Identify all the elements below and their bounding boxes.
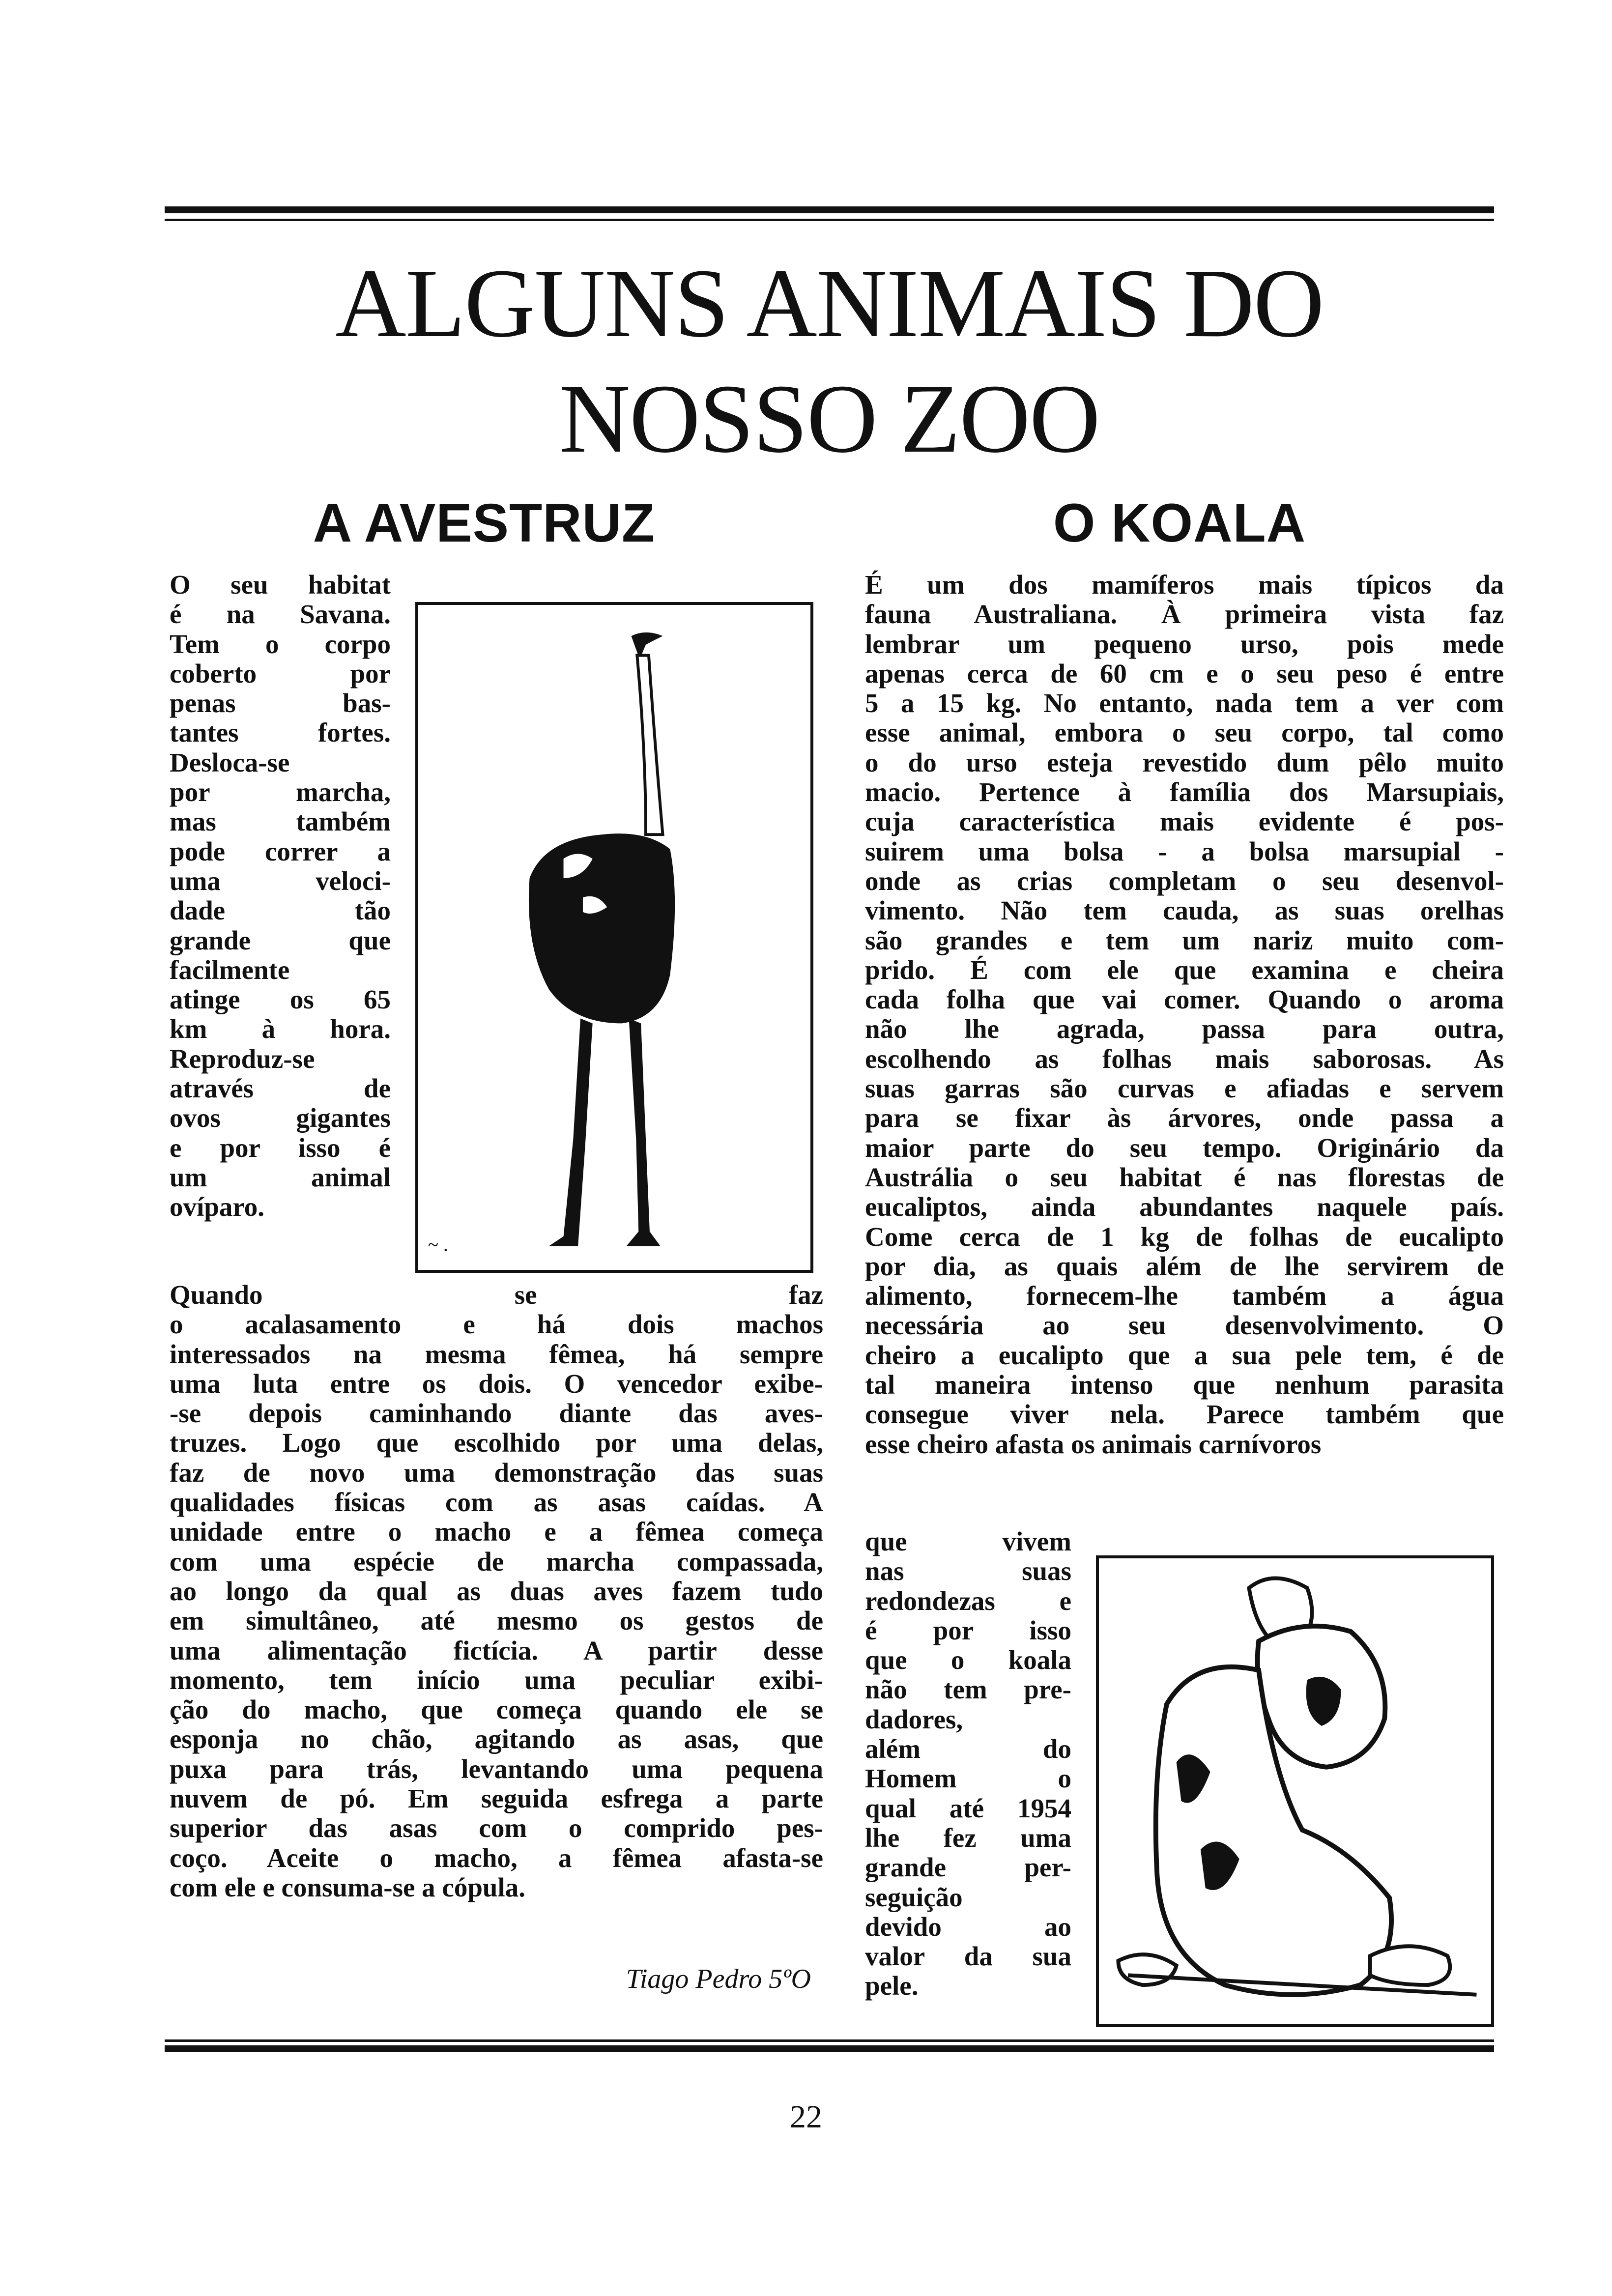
text-line: cada folha que vai comer. Quando o aroma (865, 984, 1504, 1015)
text-line: o do urso esteja revestido dum pêlo muito (865, 747, 1504, 777)
text-line: pele. (865, 1971, 919, 2001)
text-line: ção do macho, que começa quando ele se (170, 1694, 823, 1725)
text-line: através de (170, 1073, 391, 1104)
text-line: fauna Australiana. À primeira vista faz (865, 599, 1504, 630)
text-line: prido. É com ele que examina e cheira (865, 954, 1504, 985)
text-line: faz de novo uma demonstração das suas (170, 1457, 823, 1488)
text-line: ovos gigantes (170, 1103, 391, 1133)
text-line: nas suas (865, 1556, 1071, 1586)
text-line: esse animal, embora o seu corpo, tal como (865, 718, 1504, 748)
text-line: dadores, (865, 1704, 963, 1734)
text-line: lembrar um pequeno urso, pois mede (865, 629, 1504, 659)
title-line-1: ALGUNS ANIMAIS DO (335, 249, 1324, 358)
text-line: interessados na mesma fêmea, há sempre (170, 1339, 823, 1369)
text-line: consegue viver nela. Parece também que (865, 1399, 1504, 1430)
text-line: e por isso é (170, 1132, 391, 1163)
text-line: para se fixar às árvores, onde passa a (865, 1103, 1504, 1133)
text-line: uma luta entre os dois. O vencedor exibe- (170, 1368, 823, 1399)
text-line: truzes. Logo que escolhido por uma delas, (170, 1428, 823, 1458)
text-line: o acalasamento e há dois machos (170, 1309, 823, 1340)
text-line: momento, tem início uma peculiar exibi- (170, 1665, 823, 1695)
text-line: penas bas- (170, 688, 391, 718)
text-line: pode correr a (170, 836, 391, 866)
text-line: Quando se faz (170, 1280, 823, 1310)
bottom-rule-thin (165, 2039, 1494, 2042)
text-line: escolhendo as folhas mais saborosas. As (865, 1043, 1504, 1074)
text-line: que vivem (865, 1526, 1071, 1556)
text-line: Tem o corpo (170, 629, 391, 659)
text-line: é por isso (865, 1615, 1071, 1645)
text-line: seguição (865, 1882, 963, 1912)
text-line: cheiro a eucalipto que a sua pele tem, é de (865, 1340, 1504, 1370)
text-line: grande per- (865, 1852, 1071, 1883)
text-line: redondezas e (865, 1585, 1071, 1616)
text-line: não lhe agrada, passa para outra, (865, 1014, 1504, 1044)
text-line: necessária ao seu desenvolvimento. O (865, 1310, 1504, 1341)
text-line: além do (865, 1734, 1071, 1764)
svg-text:~ .: ~ . (428, 1234, 448, 1256)
koala-text-wide (865, 570, 1504, 1459)
page-number: 22 (790, 2099, 822, 2135)
top-rule-thick (165, 206, 1494, 213)
text-line: apenas cerca de 60 cm e o seu peso é entre (865, 658, 1504, 689)
text-line: alimento, fornecem-lhe também a água (865, 1281, 1504, 1311)
koala-text-narrow (865, 1527, 1071, 2001)
text-line: macio. Pertence à família dos Marsupiais, (865, 777, 1504, 807)
koala-illustration-frame (1096, 1555, 1494, 2027)
text-line: Austrália o seu habitat é nas florestas de (865, 1162, 1504, 1192)
ostrich-illustration-frame (415, 602, 813, 1273)
text-line: onde as crias completam o seu desenvol- (865, 865, 1504, 896)
text-line: com uma espécie de marcha compassada, (170, 1546, 823, 1577)
text-line: É um dos mamíferos mais típicos da (865, 570, 1504, 600)
text-line: tal maneira intenso que nenhum parasita (865, 1370, 1504, 1400)
text-line: Homem o (865, 1763, 1071, 1794)
text-line: O seu habitat (170, 570, 391, 600)
text-line: unidade entre o macho e a fêmea começa (170, 1517, 823, 1547)
text-line: uma veloci- (170, 865, 391, 896)
text-line: coço. Aceite o macho, a fêmea afasta-se (170, 1842, 823, 1873)
text-line: que o koala (865, 1645, 1071, 1675)
text-line: tantes fortes. (170, 718, 391, 748)
text-line: ovíparo. (170, 1192, 265, 1222)
page-title (165, 246, 1494, 477)
text-line: -se depois caminhando diante das aves- (170, 1398, 823, 1429)
text-line: superior das asas com o comprido pes- (170, 1813, 823, 1843)
ostrich-illustration (418, 605, 810, 1270)
text-line: uma alimentação fictícia. A partir desse (170, 1635, 823, 1665)
ostrich-heading: A AVESTRUZ (313, 493, 656, 553)
ostrich-text-narrow (170, 570, 391, 1222)
text-line: Come cerca de 1 kg de folhas de eucalipto (865, 1221, 1504, 1252)
text-line: 5 a 15 kg. No entanto, nada tem a ver com (865, 688, 1504, 718)
koala-heading: O KOALA (1053, 493, 1306, 553)
ostrich-text-wide (170, 1280, 823, 1902)
koala-illustration (1099, 1558, 1491, 2024)
text-line: qualidades físicas com as asas caídas. A (170, 1487, 823, 1518)
text-line: por marcha, (170, 777, 391, 807)
text-line: maior parte do seu tempo. Originário da (865, 1132, 1504, 1163)
text-line: dade tão (170, 895, 391, 926)
text-line: puxa para trás, levantando uma pequena (170, 1753, 823, 1784)
text-line: não tem pre- (865, 1674, 1071, 1705)
title-line-2: NOSSO ZOO (559, 365, 1099, 473)
text-line: Desloca-se (170, 747, 290, 777)
text-line: vimento. Não tem cauda, as suas orelhas (865, 895, 1504, 926)
author-signature: Tiago Pedro 5ºO (626, 1964, 811, 1994)
text-line: coberto por (170, 658, 391, 689)
text-line: são grandes e tem um nariz muito com- (865, 925, 1504, 955)
text-line: suas garras são curvas e afiadas e servem (865, 1073, 1504, 1104)
text-line: grande que (170, 925, 391, 955)
text-line: valor da sua (865, 1941, 1071, 1972)
text-line: suirem uma bolsa - a bolsa marsupial - (865, 836, 1504, 866)
text-line: um animal (170, 1162, 391, 1192)
text-line: km à hora. (170, 1014, 391, 1044)
top-rule-thin (165, 219, 1494, 221)
text-line: qual até 1954 (865, 1793, 1071, 1823)
text-line: facilmente (170, 954, 290, 985)
text-line: devido ao (865, 1911, 1071, 1942)
text-line: eucaliptos, ainda abundantes naquele país. (865, 1192, 1504, 1222)
text-line: Reproduz-se (170, 1043, 315, 1074)
text-line: é na Savana. (170, 599, 391, 630)
text-line: lhe fez uma (865, 1822, 1071, 1853)
text-line: esponja no chão, agitando as asas, que (170, 1724, 823, 1754)
text-line: com ele e consuma-se a cópula. (170, 1872, 526, 1902)
text-line: cuja característica mais evidente é pos- (865, 806, 1504, 837)
text-line: mas também (170, 806, 391, 837)
text-line: por dia, as quais além de lhe servirem de (865, 1251, 1504, 1281)
text-line: nuvem de pó. Em seguida esfrega a parte (170, 1783, 823, 1814)
text-line: em simultâneo, até mesmo os gestos de (170, 1606, 823, 1636)
text-line: ao longo da qual as duas aves fazem tudo (170, 1576, 823, 1606)
bottom-rule-thick (165, 2045, 1494, 2052)
text-line: atinge os 65 (170, 984, 391, 1015)
text-line: esse cheiro afasta os animais carnívoros (865, 1429, 1322, 1459)
